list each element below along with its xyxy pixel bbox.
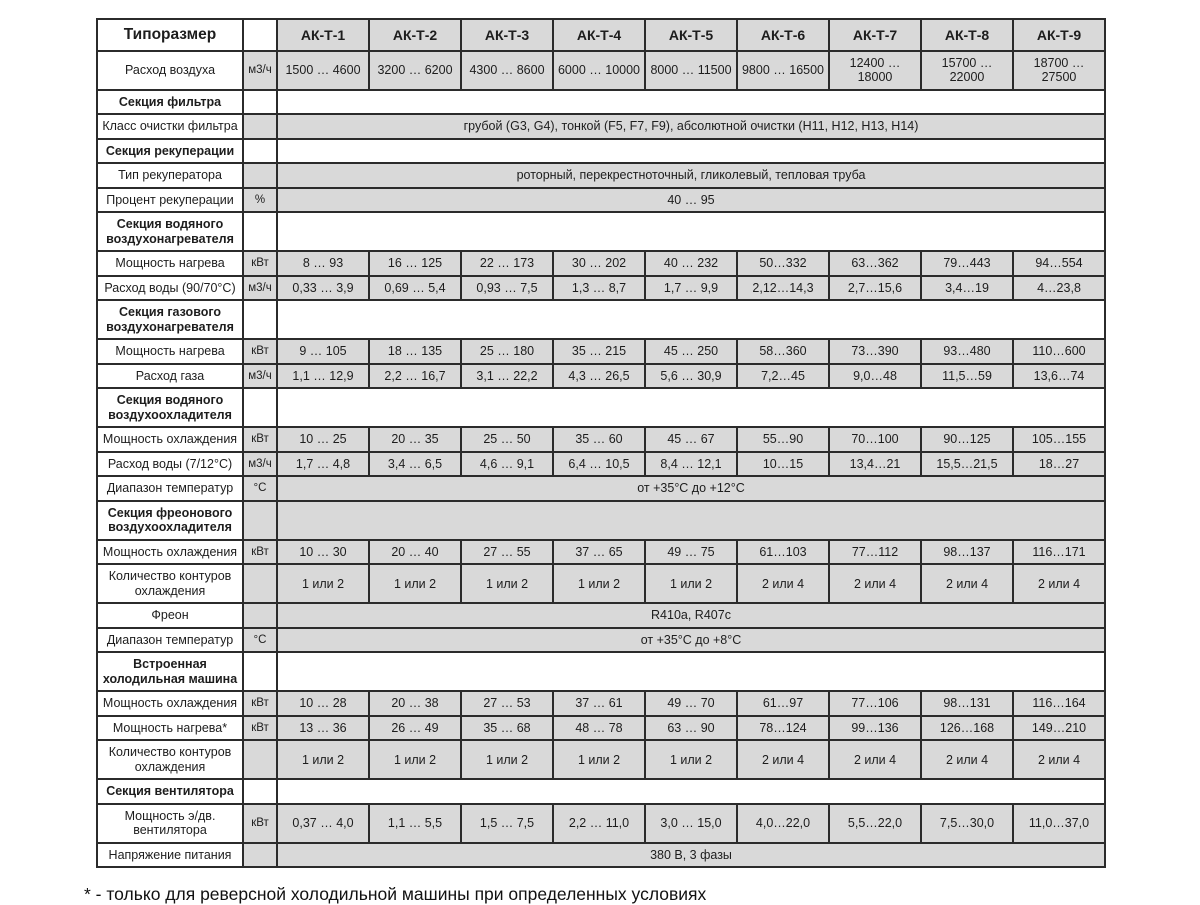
value-cell: 13 … 36 [277, 716, 369, 741]
section-label: Секция фильтра [97, 90, 243, 115]
value-cell: 30 … 202 [553, 251, 645, 276]
value-cell: 3,1 … 22,2 [461, 364, 553, 389]
value-cell: 61…97 [737, 691, 829, 716]
value-cell: 50…332 [737, 251, 829, 276]
value-cell: 11,5…59 [921, 364, 1013, 389]
span-row [97, 843, 1105, 868]
section-span-cell [277, 90, 1105, 115]
value-cell: 37 … 61 [553, 691, 645, 716]
value-cell: 2 или 4 [737, 564, 829, 603]
data-row [97, 276, 1105, 301]
section-row [97, 300, 1105, 339]
data-row [97, 251, 1105, 276]
value-cell: 1,5 … 7,5 [461, 804, 553, 843]
value-cell: 25 … 50 [461, 427, 553, 452]
section-span-cell [277, 652, 1105, 691]
section-span-cell [277, 300, 1105, 339]
model-header: АК-Т-5 [645, 19, 737, 51]
value-cell: 2,12…14,3 [737, 276, 829, 301]
value-cell: 1 или 2 [277, 564, 369, 603]
section-label: Секция газового воздухонагревателя [97, 300, 243, 339]
value-cell: 3,4…19 [921, 276, 1013, 301]
span-value-cell: 380 В, 3 фазы [277, 843, 1105, 868]
value-cell: 78…124 [737, 716, 829, 741]
value-cell: 27 … 53 [461, 691, 553, 716]
row-label: Мощность нагрева [97, 339, 243, 364]
section-label: Секция рекуперации [97, 139, 243, 164]
unit-cell: % [243, 188, 277, 213]
row-label: Мощность охлаждения [97, 427, 243, 452]
unit-cell: м3/ч [243, 51, 277, 90]
value-cell: 3,0 … 15,0 [645, 804, 737, 843]
value-cell: 77…112 [829, 540, 921, 565]
section-row [97, 388, 1105, 427]
value-cell: 11,0…37,0 [1013, 804, 1105, 843]
span-row [97, 163, 1105, 188]
value-cell: 0,33 … 3,9 [277, 276, 369, 301]
span-value-cell: 40 … 95 [277, 188, 1105, 213]
value-cell: 45 … 250 [645, 339, 737, 364]
model-header: АК-Т-6 [737, 19, 829, 51]
data-row [97, 564, 1105, 603]
model-header: АК-Т-3 [461, 19, 553, 51]
row-label: Расход воды (90/70°С) [97, 276, 243, 301]
value-cell: 3200 … 6200 [369, 51, 461, 90]
value-cell: 20 … 38 [369, 691, 461, 716]
value-cell: 2 или 4 [829, 740, 921, 779]
span-row [97, 114, 1105, 139]
value-cell: 1 или 2 [369, 740, 461, 779]
row-label: Класс очистки фильтра [97, 114, 243, 139]
value-cell: 27 … 55 [461, 540, 553, 565]
value-cell: 3,4 … 6,5 [369, 452, 461, 477]
value-cell: 93…480 [921, 339, 1013, 364]
value-cell: 40 … 232 [645, 251, 737, 276]
value-cell: 1 или 2 [277, 740, 369, 779]
unit-cell [243, 501, 277, 540]
section-row [97, 652, 1105, 691]
value-cell: 2 или 4 [1013, 564, 1105, 603]
span-row [97, 476, 1105, 501]
unit-cell [243, 843, 277, 868]
value-cell: 8,4 … 12,1 [645, 452, 737, 477]
value-cell: 2,7…15,6 [829, 276, 921, 301]
value-cell: 2 или 4 [737, 740, 829, 779]
span-value-cell: от +35°С до +12°С [277, 476, 1105, 501]
value-cell: 4,3 … 26,5 [553, 364, 645, 389]
value-cell: 63 … 90 [645, 716, 737, 741]
unit-cell [243, 212, 277, 251]
value-cell: 1 или 2 [461, 740, 553, 779]
value-cell: 10…15 [737, 452, 829, 477]
value-cell: 25 … 180 [461, 339, 553, 364]
unit-cell: °С [243, 628, 277, 653]
value-cell: 4300 … 8600 [461, 51, 553, 90]
section-span-cell [277, 779, 1105, 804]
value-cell: 18700 … 27500 [1013, 51, 1105, 90]
value-cell: 126…168 [921, 716, 1013, 741]
value-cell: 1 или 2 [645, 740, 737, 779]
unit-cell: кВт [243, 804, 277, 843]
value-cell: 149…210 [1013, 716, 1105, 741]
value-cell: 20 … 35 [369, 427, 461, 452]
row-label: Мощность охлаждения [97, 691, 243, 716]
table-header [97, 19, 1105, 51]
section-row [97, 779, 1105, 804]
unit-cell: м3/ч [243, 364, 277, 389]
section-span-cell [277, 212, 1105, 251]
value-cell: 58…360 [737, 339, 829, 364]
unit-column-header [243, 19, 277, 51]
data-row [97, 804, 1105, 843]
value-cell: 6000 … 10000 [553, 51, 645, 90]
unit-cell: кВт [243, 540, 277, 565]
value-cell: 9800 … 16500 [737, 51, 829, 90]
data-row [97, 740, 1105, 779]
value-cell: 1 или 2 [553, 740, 645, 779]
unit-cell: кВт [243, 691, 277, 716]
value-cell: 70…100 [829, 427, 921, 452]
section-row [97, 212, 1105, 251]
value-cell: 4,0…22,0 [737, 804, 829, 843]
value-cell: 63…362 [829, 251, 921, 276]
value-cell: 1500 … 4600 [277, 51, 369, 90]
row-label: Мощность нагрева* [97, 716, 243, 741]
value-cell: 9,0…48 [829, 364, 921, 389]
section-label: Секция фреонового воздухоохладителя [97, 501, 243, 540]
value-cell: 8 … 93 [277, 251, 369, 276]
unit-cell [243, 652, 277, 691]
value-cell: 2 или 4 [829, 564, 921, 603]
unit-cell [243, 163, 277, 188]
row-label: Диапазон температур [97, 476, 243, 501]
unit-cell [243, 388, 277, 427]
value-cell: 35 … 215 [553, 339, 645, 364]
value-cell: 9 … 105 [277, 339, 369, 364]
value-cell: 49 … 70 [645, 691, 737, 716]
span-value-cell: роторный, перекрестноточный, гликолевый, тепловая труба [277, 163, 1105, 188]
value-cell: 37 … 65 [553, 540, 645, 565]
value-cell: 13,4…21 [829, 452, 921, 477]
span-value-cell: от +35°С до +8°С [277, 628, 1105, 653]
unit-cell [243, 139, 277, 164]
row-label: Мощность охлаждения [97, 540, 243, 565]
data-row [97, 540, 1105, 565]
value-cell: 0,93 … 7,5 [461, 276, 553, 301]
value-cell: 20 … 40 [369, 540, 461, 565]
row-label: Тип рекуператора [97, 163, 243, 188]
value-cell: 48 … 78 [553, 716, 645, 741]
unit-cell [243, 90, 277, 115]
value-cell: 22 … 173 [461, 251, 553, 276]
model-header: АК-Т-7 [829, 19, 921, 51]
span-value-cell: R410a, R407c [277, 603, 1105, 628]
section-row [97, 501, 1105, 540]
value-cell: 7,5…30,0 [921, 804, 1013, 843]
value-cell: 73…390 [829, 339, 921, 364]
row-label: Расход воды (7/12°С) [97, 452, 243, 477]
value-cell: 5,6 … 30,9 [645, 364, 737, 389]
value-cell: 110…600 [1013, 339, 1105, 364]
value-cell: 4…23,8 [1013, 276, 1105, 301]
span-row [97, 603, 1105, 628]
value-cell: 98…131 [921, 691, 1013, 716]
value-cell: 98…137 [921, 540, 1013, 565]
unit-cell: кВт [243, 339, 277, 364]
value-cell: 77…106 [829, 691, 921, 716]
value-cell: 2 или 4 [921, 564, 1013, 603]
model-header: АК-Т-9 [1013, 19, 1105, 51]
unit-cell [243, 740, 277, 779]
row-label: Расход воздуха [97, 51, 243, 90]
row-label: Количество контуров охлаждения [97, 740, 243, 779]
span-value-cell: грубой (G3, G4), тонкой (F5, F7, F9), абсолютной очистки (H11, H12, H13, H14) [277, 114, 1105, 139]
row-label: Мощность э/дв. вентилятора [97, 804, 243, 843]
section-label: Встроенная холодильная машина [97, 652, 243, 691]
unit-cell: °С [243, 476, 277, 501]
section-label: Секция вентилятора [97, 779, 243, 804]
value-cell: 79…443 [921, 251, 1013, 276]
value-cell: 90…125 [921, 427, 1013, 452]
model-header: АК-Т-1 [277, 19, 369, 51]
unit-cell: кВт [243, 427, 277, 452]
model-header: АК-Т-8 [921, 19, 1013, 51]
value-cell: 94…554 [1013, 251, 1105, 276]
section-span-cell [277, 139, 1105, 164]
unit-cell [243, 603, 277, 628]
section-span-cell [277, 501, 1105, 540]
value-cell: 1 или 2 [461, 564, 553, 603]
value-cell: 1,3 … 8,7 [553, 276, 645, 301]
table-body [97, 51, 1105, 868]
value-cell: 7,2…45 [737, 364, 829, 389]
value-cell: 1,1 … 12,9 [277, 364, 369, 389]
unit-cell [243, 300, 277, 339]
value-cell: 45 … 67 [645, 427, 737, 452]
value-cell: 4,6 … 9,1 [461, 452, 553, 477]
value-cell: 15,5…21,5 [921, 452, 1013, 477]
unit-cell: кВт [243, 716, 277, 741]
row-label: Мощность нагрева [97, 251, 243, 276]
data-row [97, 51, 1105, 90]
section-row [97, 139, 1105, 164]
unit-cell [243, 114, 277, 139]
value-cell: 5,5…22,0 [829, 804, 921, 843]
unit-cell: м3/ч [243, 452, 277, 477]
row-label: Процент рекуперации [97, 188, 243, 213]
value-cell: 10 … 30 [277, 540, 369, 565]
unit-cell: кВт [243, 251, 277, 276]
value-cell: 116…171 [1013, 540, 1105, 565]
header-row [97, 19, 1105, 51]
value-cell: 1,1 … 5,5 [369, 804, 461, 843]
value-cell: 16 … 125 [369, 251, 461, 276]
data-row [97, 427, 1105, 452]
unit-cell: м3/ч [243, 276, 277, 301]
value-cell: 55…90 [737, 427, 829, 452]
data-row [97, 339, 1105, 364]
span-row [97, 628, 1105, 653]
value-cell: 8000 … 11500 [645, 51, 737, 90]
row-label: Фреон [97, 603, 243, 628]
model-header: АК-Т-4 [553, 19, 645, 51]
row-label: Количество контуров охлаждения [97, 564, 243, 603]
spec-table [96, 18, 1106, 868]
value-cell: 61…103 [737, 540, 829, 565]
value-cell: 2,2 … 16,7 [369, 364, 461, 389]
data-row [97, 691, 1105, 716]
value-cell: 18 … 135 [369, 339, 461, 364]
data-row [97, 452, 1105, 477]
value-cell: 18…27 [1013, 452, 1105, 477]
value-cell: 15700 … 22000 [921, 51, 1013, 90]
unit-cell [243, 564, 277, 603]
section-label: Секция водяного воздухоохладителя [97, 388, 243, 427]
unit-cell [243, 779, 277, 804]
data-row [97, 364, 1105, 389]
value-cell: 0,69 … 5,4 [369, 276, 461, 301]
value-cell: 49 … 75 [645, 540, 737, 565]
model-header: АК-Т-2 [369, 19, 461, 51]
value-cell: 0,37 … 4,0 [277, 804, 369, 843]
row-label: Диапазон температур [97, 628, 243, 653]
value-cell: 35 … 68 [461, 716, 553, 741]
value-cell: 2 или 4 [921, 740, 1013, 779]
value-cell: 10 … 25 [277, 427, 369, 452]
value-cell: 26 … 49 [369, 716, 461, 741]
value-cell: 1 или 2 [369, 564, 461, 603]
value-cell: 6,4 … 10,5 [553, 452, 645, 477]
value-cell: 2,2 … 11,0 [553, 804, 645, 843]
value-cell: 13,6…74 [1013, 364, 1105, 389]
footnote: * - только для реверсной холодильной машины при определенных условиях [84, 884, 707, 905]
data-row [97, 716, 1105, 741]
section-span-cell [277, 388, 1105, 427]
value-cell: 12400 … 18000 [829, 51, 921, 90]
value-cell: 1,7 … 9,9 [645, 276, 737, 301]
section-label: Секция водяного воздухонагревателя [97, 212, 243, 251]
value-cell: 35 … 60 [553, 427, 645, 452]
section-row [97, 90, 1105, 115]
row-label: Расход газа [97, 364, 243, 389]
value-cell: 116…164 [1013, 691, 1105, 716]
value-cell: 99…136 [829, 716, 921, 741]
value-cell: 1 или 2 [553, 564, 645, 603]
corner-header: Типоразмер [97, 19, 243, 51]
value-cell: 105…155 [1013, 427, 1105, 452]
row-label: Напряжение питания [97, 843, 243, 868]
value-cell: 1,7 … 4,8 [277, 452, 369, 477]
value-cell: 2 или 4 [1013, 740, 1105, 779]
value-cell: 10 … 28 [277, 691, 369, 716]
span-row [97, 188, 1105, 213]
value-cell: 1 или 2 [645, 564, 737, 603]
